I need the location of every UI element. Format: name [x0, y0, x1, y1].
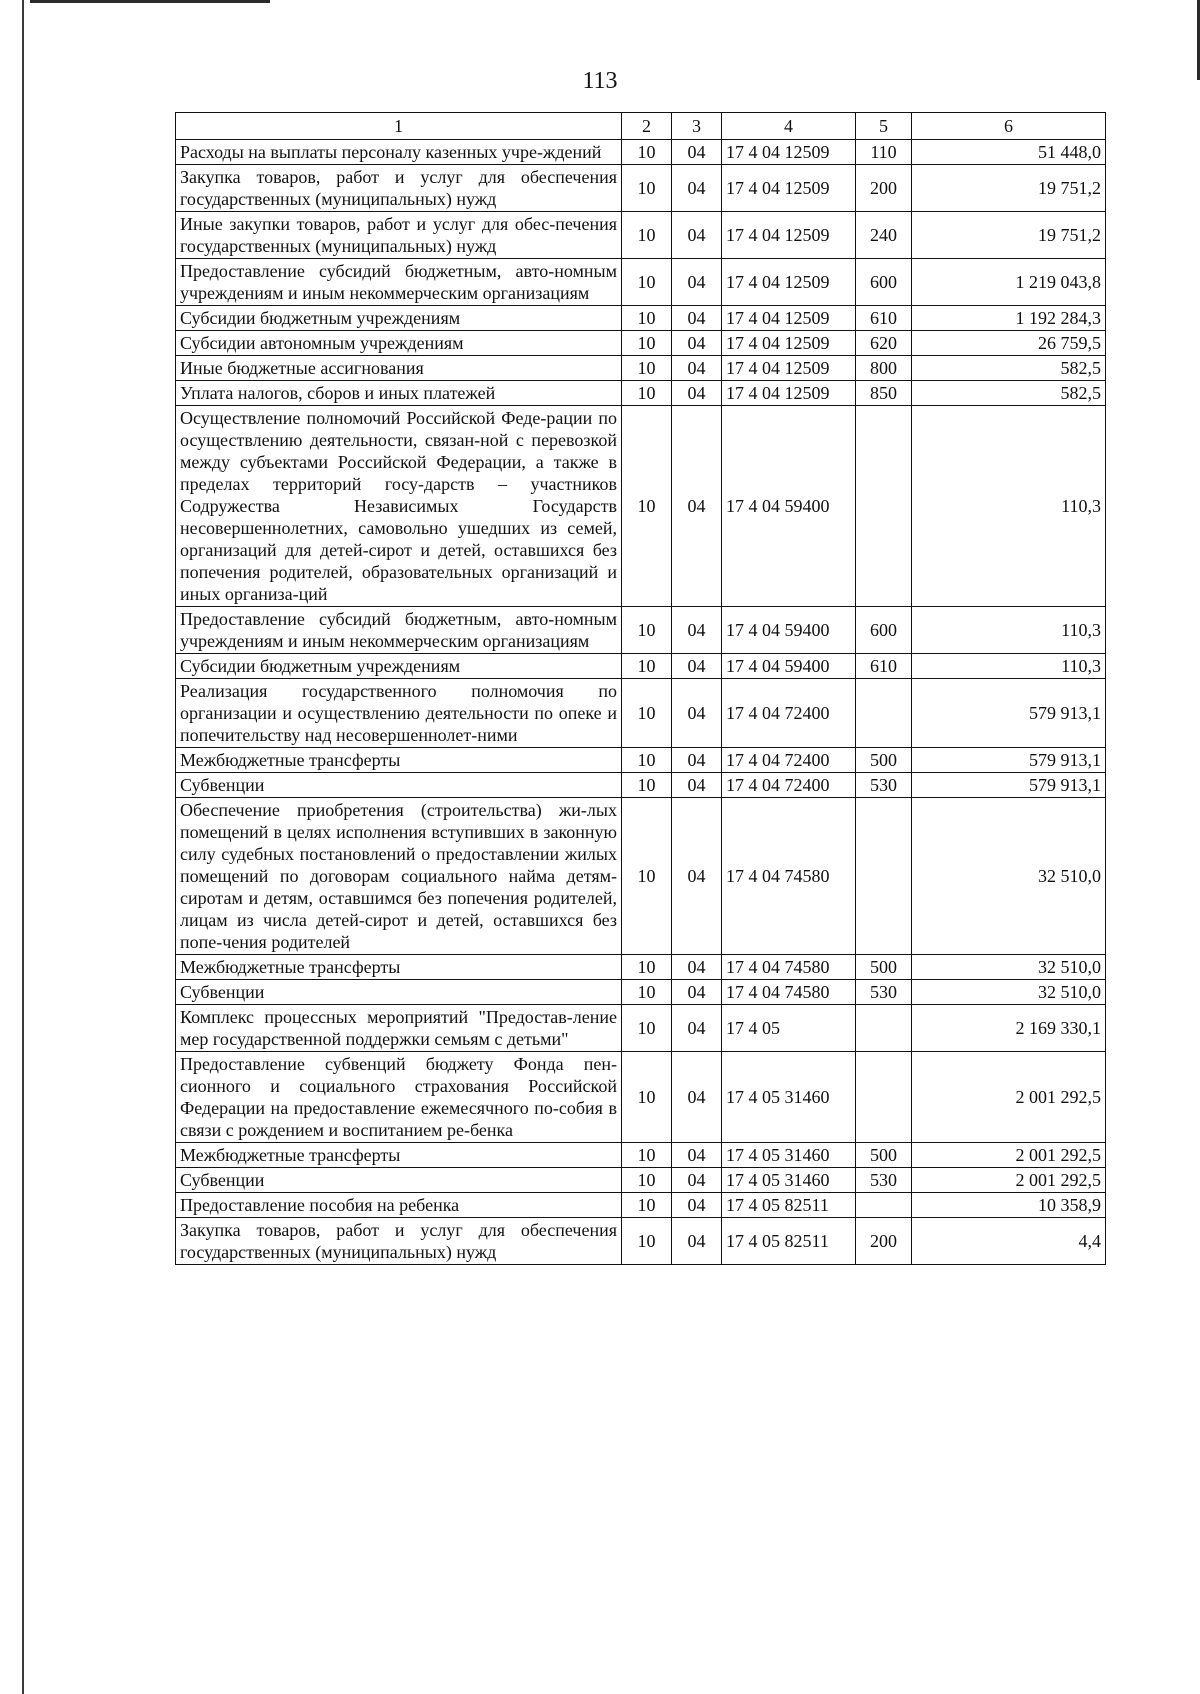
table-row [176, 1052, 1106, 1143]
row-expense-type: 500 [856, 748, 912, 773]
row-section: 10 [622, 607, 672, 654]
row-target-article: 17 4 05 82511 [722, 1193, 856, 1218]
row-expense-type: 800 [856, 356, 912, 381]
budget-table [175, 112, 1106, 1265]
row-subsection: 04 [672, 165, 722, 212]
row-section: 10 [622, 955, 672, 980]
row-section: 10 [622, 980, 672, 1005]
table-header-row [176, 113, 1106, 140]
row-amount: 582,5 [912, 381, 1106, 406]
row-amount: 26 759,5 [912, 331, 1106, 356]
row-expense-type: 500 [856, 955, 912, 980]
row-name: Предоставление субсидий бюджетным, авто-номным учреждениям и иным некоммерческим организациям [176, 259, 622, 306]
row-expense-type: 200 [856, 165, 912, 212]
row-subsection: 04 [672, 1193, 722, 1218]
table-row [176, 331, 1106, 356]
row-subsection: 04 [672, 1005, 722, 1052]
row-amount: 579 913,1 [912, 679, 1106, 748]
row-section: 10 [622, 1005, 672, 1052]
row-expense-type: 600 [856, 259, 912, 306]
row-amount: 1 219 043,8 [912, 259, 1106, 306]
row-target-article: 17 4 04 12509 [722, 212, 856, 259]
row-amount: 32 510,0 [912, 798, 1106, 955]
table-row [176, 140, 1106, 165]
row-expense-type: 530 [856, 773, 912, 798]
table-row [176, 306, 1106, 331]
row-name: Уплата налогов, сборов и иных платежей [176, 381, 622, 406]
table-row [176, 607, 1106, 654]
row-section: 10 [622, 1168, 672, 1193]
row-subsection: 04 [672, 406, 722, 607]
row-section: 10 [622, 654, 672, 679]
row-subsection: 04 [672, 1143, 722, 1168]
header-col-2: 2 [622, 113, 672, 140]
table-row [176, 406, 1106, 607]
table-row [176, 679, 1106, 748]
row-name: Межбюджетные трансферты [176, 1143, 622, 1168]
row-subsection: 04 [672, 381, 722, 406]
row-amount: 582,5 [912, 356, 1106, 381]
row-name: Субсидии бюджетным учреждениям [176, 306, 622, 331]
row-section: 10 [622, 1193, 672, 1218]
row-name: Иные закупки товаров, работ и услуг для обес-печения государственных (муниципальных) нужд [176, 212, 622, 259]
row-subsection: 04 [672, 748, 722, 773]
row-section: 10 [622, 212, 672, 259]
row-target-article: 17 4 04 74580 [722, 980, 856, 1005]
row-expense-type: 530 [856, 1168, 912, 1193]
row-amount: 4,4 [912, 1218, 1106, 1265]
table-row [176, 1193, 1106, 1218]
header-col-1: 1 [176, 113, 622, 140]
row-section: 10 [622, 798, 672, 955]
table-row [176, 773, 1106, 798]
row-expense-type [856, 1052, 912, 1143]
row-subsection: 04 [672, 1218, 722, 1265]
row-section: 10 [622, 259, 672, 306]
row-amount: 19 751,2 [912, 212, 1106, 259]
table-row [176, 748, 1106, 773]
row-name: Реализация государственного полномочия по организации и осуществлению деятельности по опеке и попечительству над несовершеннолет-ними [176, 679, 622, 748]
row-section: 10 [622, 406, 672, 607]
row-amount: 110,3 [912, 654, 1106, 679]
row-section: 10 [622, 1052, 672, 1143]
row-target-article: 17 4 04 72400 [722, 679, 856, 748]
row-target-article: 17 4 04 12509 [722, 356, 856, 381]
row-name: Обеспечение приобретения (строительства) жи-лых помещений в целях исполнения вступивших в законную силу судебных постановлений о предоставлении жилых помещений по договорам социального найма детям-сиротам и детям, оставшимся без попечения родителей, лицам из числа детей-сирот и детей, оставшихся без попе-чения родителей [176, 798, 622, 955]
table-row [176, 381, 1106, 406]
row-expense-type [856, 798, 912, 955]
row-expense-type: 530 [856, 980, 912, 1005]
row-target-article: 17 4 04 59400 [722, 654, 856, 679]
row-expense-type: 240 [856, 212, 912, 259]
table-row [176, 1168, 1106, 1193]
row-subsection: 04 [672, 1168, 722, 1193]
table-row [176, 980, 1106, 1005]
row-target-article: 17 4 04 74580 [722, 955, 856, 980]
row-section: 10 [622, 381, 672, 406]
table-row [176, 955, 1106, 980]
row-name: Субвенции [176, 773, 622, 798]
row-amount: 1 192 284,3 [912, 306, 1106, 331]
table-row [176, 259, 1106, 306]
row-amount: 32 510,0 [912, 980, 1106, 1005]
row-expense-type: 610 [856, 306, 912, 331]
row-target-article: 17 4 05 31460 [722, 1052, 856, 1143]
row-amount: 110,3 [912, 607, 1106, 654]
row-amount: 32 510,0 [912, 955, 1106, 980]
row-subsection: 04 [672, 955, 722, 980]
row-target-article: 17 4 05 82511 [722, 1218, 856, 1265]
table-row [176, 1005, 1106, 1052]
row-subsection: 04 [672, 798, 722, 955]
table-row [176, 1143, 1106, 1168]
row-target-article: 17 4 04 12509 [722, 381, 856, 406]
top-scan-rule [30, 0, 270, 3]
table-row [176, 212, 1106, 259]
row-subsection: 04 [672, 607, 722, 654]
row-name: Субсидии бюджетным учреждениям [176, 654, 622, 679]
table-row [176, 654, 1106, 679]
row-subsection: 04 [672, 212, 722, 259]
page-edge-left [22, 0, 24, 1694]
row-subsection: 04 [672, 679, 722, 748]
row-amount: 2 001 292,5 [912, 1168, 1106, 1193]
row-subsection: 04 [672, 980, 722, 1005]
row-amount: 579 913,1 [912, 773, 1106, 798]
table-row [176, 798, 1106, 955]
row-expense-type [856, 1193, 912, 1218]
row-name: Субвенции [176, 1168, 622, 1193]
row-subsection: 04 [672, 259, 722, 306]
row-expense-type [856, 1005, 912, 1052]
row-amount: 110,3 [912, 406, 1106, 607]
row-subsection: 04 [672, 306, 722, 331]
row-target-article: 17 4 04 72400 [722, 773, 856, 798]
table-row [176, 165, 1106, 212]
row-target-article: 17 4 04 12509 [722, 306, 856, 331]
table-row [176, 356, 1106, 381]
row-section: 10 [622, 1143, 672, 1168]
row-section: 10 [622, 356, 672, 381]
row-name: Предоставление субвенций бюджету Фонда пен-сионного и социального страхования Российской Федерации на предоставление ежемесячного по-собия в связи с рождением и воспитанием ре-бенка [176, 1052, 622, 1143]
row-target-article: 17 4 04 59400 [722, 406, 856, 607]
row-subsection: 04 [672, 356, 722, 381]
header-col-4: 4 [722, 113, 856, 140]
header-col-5: 5 [856, 113, 912, 140]
row-name: Закупка товаров, работ и услуг для обеспечения государственных (муниципальных) нужд [176, 1218, 622, 1265]
row-expense-type: 610 [856, 654, 912, 679]
row-name: Предоставление пособия на ребенка [176, 1193, 622, 1218]
row-subsection: 04 [672, 654, 722, 679]
row-expense-type: 500 [856, 1143, 912, 1168]
row-section: 10 [622, 306, 672, 331]
row-amount: 10 358,9 [912, 1193, 1106, 1218]
row-name: Расходы на выплаты персоналу казенных учре-ждений [176, 140, 622, 165]
row-name: Иные бюджетные ассигнования [176, 356, 622, 381]
row-target-article: 17 4 05 31460 [722, 1143, 856, 1168]
row-amount: 19 751,2 [912, 165, 1106, 212]
row-target-article: 17 4 04 74580 [722, 798, 856, 955]
row-section: 10 [622, 748, 672, 773]
row-expense-type: 110 [856, 140, 912, 165]
page-number: 113 [582, 68, 618, 94]
header-col-6: 6 [912, 113, 1106, 140]
row-section: 10 [622, 773, 672, 798]
row-target-article: 17 4 04 59400 [722, 607, 856, 654]
row-name: Межбюджетные трансферты [176, 955, 622, 980]
header-col-3: 3 [672, 113, 722, 140]
row-expense-type: 200 [856, 1218, 912, 1265]
row-name: Комплекс процессных мероприятий "Предостав-ление мер государственной поддержки семьям с детьми" [176, 1005, 622, 1052]
row-target-article: 17 4 04 12509 [722, 331, 856, 356]
row-amount: 2 169 330,1 [912, 1005, 1106, 1052]
row-section: 10 [622, 679, 672, 748]
row-target-article: 17 4 04 12509 [722, 140, 856, 165]
row-subsection: 04 [672, 140, 722, 165]
row-name: Осуществление полномочий Российской Феде-рации по осуществлению деятельности, связан-ной с перевозкой между субъектами Российской Федерации, а также в пределах территорий госу-дарств – участников Содружества Независимых Государств несовершеннолетних, самовольно ушедших из семей, организаций для детей-сирот и детей, оставшихся без попечения родителей, образовательных организаций и иных организа-ций [176, 406, 622, 607]
row-name: Закупка товаров, работ и услуг для обеспечения государственных (муниципальных) нужд [176, 165, 622, 212]
row-name: Межбюджетные трансферты [176, 748, 622, 773]
row-target-article: 17 4 04 12509 [722, 165, 856, 212]
row-section: 10 [622, 1218, 672, 1265]
row-amount: 2 001 292,5 [912, 1143, 1106, 1168]
row-expense-type: 850 [856, 381, 912, 406]
row-section: 10 [622, 165, 672, 212]
row-name: Субвенции [176, 980, 622, 1005]
row-target-article: 17 4 04 72400 [722, 748, 856, 773]
row-section: 10 [622, 331, 672, 356]
row-subsection: 04 [672, 331, 722, 356]
row-target-article: 17 4 05 31460 [722, 1168, 856, 1193]
row-expense-type [856, 679, 912, 748]
row-expense-type: 620 [856, 331, 912, 356]
row-target-article: 17 4 05 [722, 1005, 856, 1052]
row-expense-type: 600 [856, 607, 912, 654]
row-name: Субсидии автономным учреждениям [176, 331, 622, 356]
row-section: 10 [622, 140, 672, 165]
row-subsection: 04 [672, 773, 722, 798]
row-amount: 579 913,1 [912, 748, 1106, 773]
row-expense-type [856, 406, 912, 607]
row-subsection: 04 [672, 1052, 722, 1143]
row-name: Предоставление субсидий бюджетным, авто-номным учреждениям и иным некоммерческим организациям [176, 607, 622, 654]
table-row [176, 1218, 1106, 1265]
row-amount: 2 001 292,5 [912, 1052, 1106, 1143]
row-amount: 51 448,0 [912, 140, 1106, 165]
row-target-article: 17 4 04 12509 [722, 259, 856, 306]
